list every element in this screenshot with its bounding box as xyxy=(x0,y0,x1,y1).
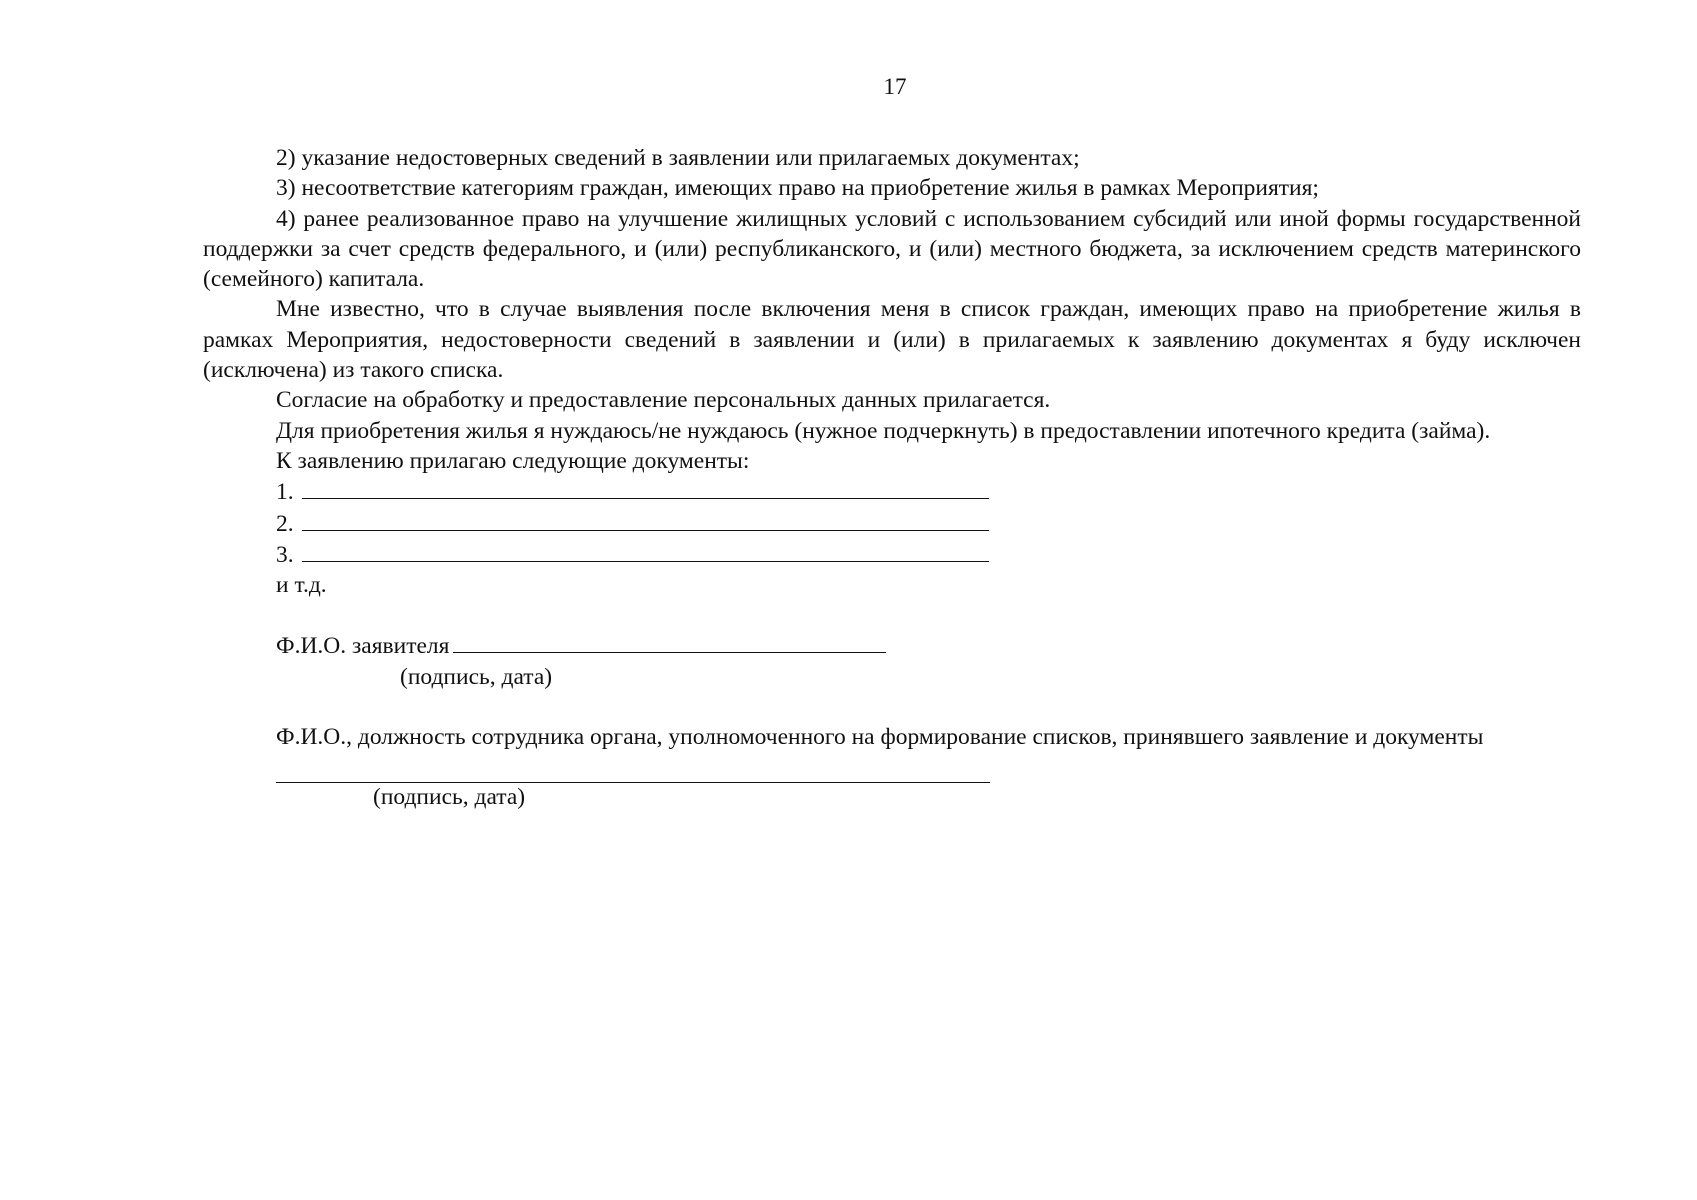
document-list-number: 1. xyxy=(276,479,294,506)
paragraph-consent: Согласие на обработку и предоставление персональных данных прилагается. xyxy=(276,387,1051,414)
document-blank-line[interactable] xyxy=(302,476,989,499)
document-list-item xyxy=(203,539,1581,570)
document-blank-line[interactable] xyxy=(302,539,989,562)
employee-signature-line[interactable] xyxy=(276,752,990,783)
applicant-label: Ф.И.О. заявителя xyxy=(276,633,450,660)
paragraph-item-2: 2) указание недостоверных сведений в заявлении или прилагаемых документах; xyxy=(276,145,1080,171)
document-list-item xyxy=(203,476,1581,507)
document-body xyxy=(203,143,1581,813)
spacer xyxy=(203,600,1581,630)
applicant-signature-line[interactable] xyxy=(453,630,886,653)
documents-intro: К заявлению прилагаю следующие документы: xyxy=(276,447,750,474)
etc-text: и т.д. xyxy=(276,572,327,599)
paragraph-mortgage: Для приобретения жилья я нуждаюсь/не нуждаюсь (нужное подчеркнуть) в предоставлении ипотечного кредита (займа). xyxy=(276,417,1491,444)
document-list-item xyxy=(203,508,1581,539)
document-blank-line[interactable] xyxy=(302,508,989,531)
document-list-number: 2. xyxy=(276,510,294,537)
paragraph-exclusion-notice: Мне известно, что в случае выявления после включения меня в список граждан, имеющих право на приобретение жилья в рамках Мероприятия, недостоверности сведений в заявлении и (или) в прилагаемых к заявлению документах я буду исключен (исключена) из такого списка. xyxy=(203,296,1581,384)
applicant-signature-caption: (подпись, дата) xyxy=(400,663,553,690)
document-list-number: 3. xyxy=(276,541,294,568)
paragraph-item-3: 3) несоответствие категориям граждан, имеющих право на приобретение жилья в рамках Мероприятия; xyxy=(276,175,1319,202)
spacer xyxy=(203,692,1581,722)
applicant-signature-row xyxy=(203,630,1581,661)
employee-label: Ф.И.О., должность сотрудника органа, уполномоченного на формирование списков, принявшего заявление и документы xyxy=(276,724,1484,751)
employee-signature-caption: (подпись, дата) xyxy=(373,784,526,811)
page-number: 17 xyxy=(883,74,907,99)
employee-signature-row xyxy=(203,752,1581,782)
paragraph-item-4: 4) ранее реализованное право на улучшение жилищных условий с использованием субсидий или иной формы государственной поддержки за счет средств федерального, и (или) республиканского, и (или) местного бюджета, за исключением средств материнского (семейного) капитала. xyxy=(203,205,1581,293)
